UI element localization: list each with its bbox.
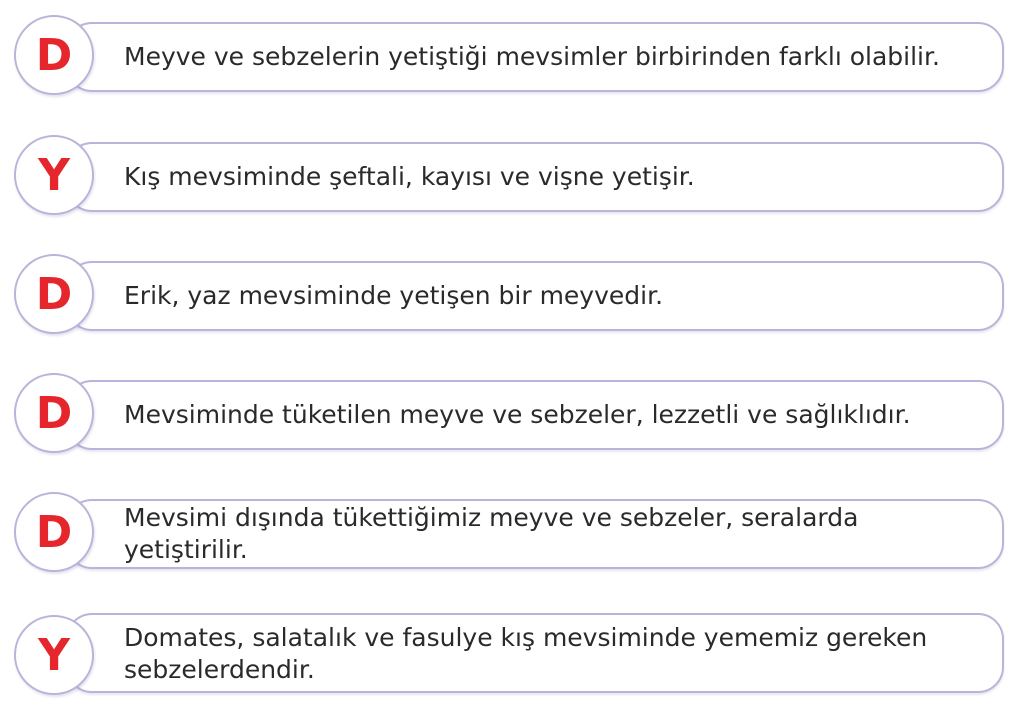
statement-row [14,611,1004,699]
answer-letter: Y [38,149,70,201]
statement-text: Kış mevsiminde şeftali, kayısı ve vişne yetişir. [124,162,695,191]
statement-row [14,373,1004,457]
statement-text: Domates, salatalık ve fasulye kış mevsiminde yememiz gereken sebzelerdendir. [124,623,928,684]
answer-letter: D [35,268,73,320]
answer-letter: D [35,29,73,81]
statement-row [14,492,1004,576]
statement-text: Meyve ve sebzelerin yetiştiği mevsimler birbirinden farklı olabilir. [124,42,940,71]
answer-letter: D [35,387,73,439]
statement-text: Mevsimi dışında tükettiğimiz meyve ve sebzeler, seralarda yetiştirilir. [124,503,859,564]
statement-row [14,15,1004,99]
answer-letter: D [35,506,73,558]
statement-row [14,254,1004,338]
statement-row [14,135,1004,219]
statement-text: Erik, yaz mevsiminde yetişen bir meyvedir. [124,281,664,310]
answer-letter: Y [38,629,70,681]
statement-text: Mevsiminde tüketilen meyve ve sebzeler, lezzetli ve sağlıklıdır. [124,400,911,429]
